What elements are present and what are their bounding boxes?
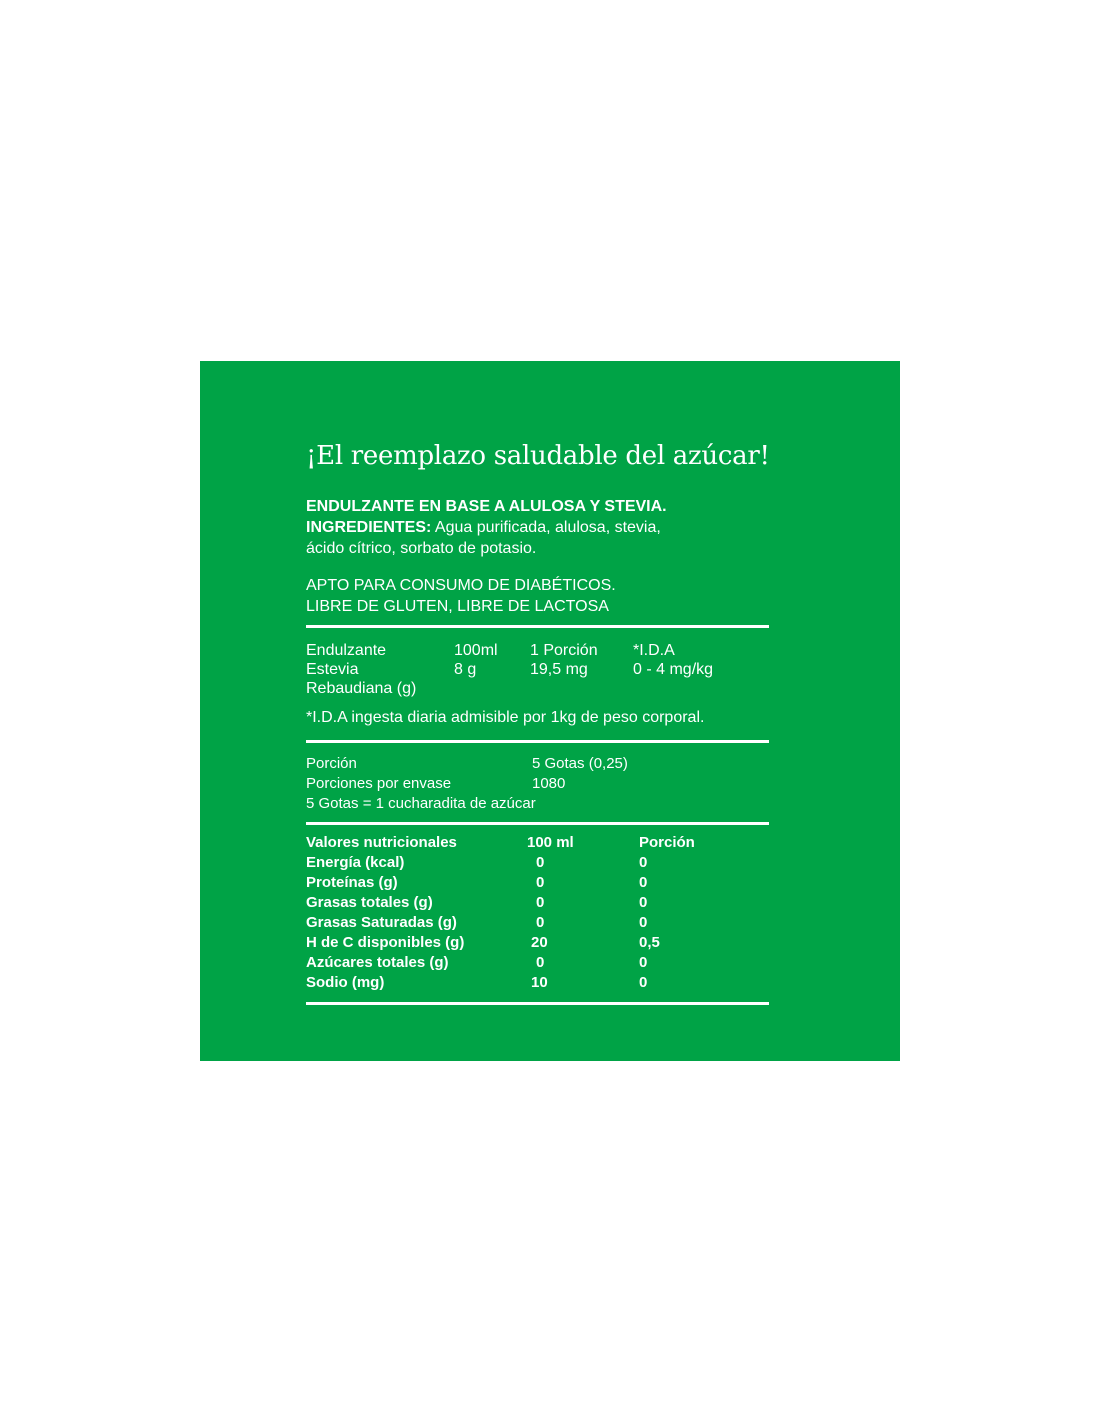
nutrient-label: Grasas Saturadas (g)	[306, 914, 457, 931]
description-block	[306, 496, 667, 559]
nutrient-portion: 0	[639, 874, 648, 891]
nutrient-label: Sodio (mg)	[306, 974, 385, 991]
suitability-line-2: LIBRE DE GLUTEN, LIBRE DE LACTOSA	[306, 598, 609, 615]
nutrition-row	[306, 974, 769, 994]
ida-footnote: *I.D.A ingesta diaria admisible por 1kg de peso corporal.	[306, 709, 705, 726]
ingredients-label: INGREDIENTES:	[306, 519, 432, 536]
divider-3	[306, 822, 769, 825]
sweetener-100ml-value: 8 g	[454, 661, 477, 678]
headline: ¡El reemplazo saludable del azúcar!	[306, 441, 770, 471]
sweetener-header-ida: *I.D.A	[633, 642, 675, 659]
nutrient-label: Azúcares totales (g)	[306, 954, 449, 971]
serving-table	[306, 755, 769, 815]
serving-note: 5 Gotas = 1 cucharadita de azúcar	[306, 795, 536, 812]
nutrition-row	[306, 874, 769, 894]
divider-2	[306, 740, 769, 743]
nutrient-label: Proteínas (g)	[306, 874, 398, 891]
nutrient-portion: 0	[639, 854, 648, 871]
divider-4	[306, 1002, 769, 1005]
ingredients-line-2: ácido cítrico, sorbato de potasio.	[306, 540, 537, 557]
ingredients-text-1: Agua purificada, alulosa, stevia,	[431, 519, 661, 536]
nutrition-table	[306, 834, 769, 994]
alulosa-text: ALULOSA	[508, 498, 586, 515]
nutrient-portion: 0	[639, 914, 648, 931]
serving-label: Porción	[306, 755, 357, 772]
suitability-block	[306, 575, 616, 617]
sweetener-table	[306, 642, 769, 699]
serving-note-row	[306, 795, 769, 815]
sweetener-row-1	[306, 661, 769, 680]
nutrient-100ml: 0	[536, 854, 545, 871]
nutrient-100ml: 10	[531, 974, 548, 991]
description-joiner: Y	[585, 498, 605, 515]
sweetener-row-2	[306, 680, 769, 699]
serving-value: 5 Gotas (0,25)	[532, 755, 628, 772]
suitability-line-1: APTO PARA CONSUMO DE DIABÉTICOS.	[306, 577, 616, 594]
nutrition-header-label: Valores nutricionales	[306, 834, 457, 851]
nutrition-row	[306, 954, 769, 974]
nutrient-portion: 0,5	[639, 934, 660, 951]
sweetener-header-portion: 1 Porción	[530, 642, 598, 659]
serving-row-portion	[306, 755, 769, 775]
nutrient-100ml: 0	[536, 874, 545, 891]
sweetener-name: Estevia	[306, 661, 359, 678]
description-prefix: ENDULZANTE EN BASE A	[306, 498, 509, 515]
nutrient-portion: 0	[639, 954, 648, 971]
nutrition-row	[306, 934, 769, 954]
nutrition-row	[306, 894, 769, 914]
sweetener-header-label: Endulzante	[306, 642, 387, 659]
nutrition-header-portion: Porción	[639, 834, 695, 851]
nutrition-header-row	[306, 834, 769, 854]
sweetener-ida-value: 0 - 4 mg/kg	[633, 661, 714, 678]
nutrient-label: Energía (kcal)	[306, 854, 405, 871]
label-panel	[200, 361, 900, 1061]
divider-1	[306, 625, 769, 628]
nutrient-label: Grasas totales (g)	[306, 894, 433, 911]
sweetener-header-100ml: 100ml	[454, 642, 498, 659]
nutrition-header-100ml: 100 ml	[527, 834, 574, 851]
nutrition-row	[306, 914, 769, 934]
serving-row-per-container	[306, 775, 769, 795]
nutrient-100ml: 0	[536, 894, 545, 911]
nutrient-100ml: 0	[536, 954, 545, 971]
description-line-1	[306, 496, 667, 517]
stevia-text: STEVIA.	[604, 498, 667, 515]
nutrient-portion: 0	[639, 894, 648, 911]
sweetener-portion-value: 19,5 mg	[530, 661, 588, 678]
sweetener-name-cont: Rebaudiana (g)	[306, 680, 417, 697]
servings-per-container-label: Porciones por envase	[306, 775, 452, 792]
nutrition-row	[306, 854, 769, 874]
nutrient-portion: 0	[639, 974, 648, 991]
sweetener-header-row	[306, 642, 769, 661]
nutrient-label: H de C disponibles (g)	[306, 934, 465, 951]
nutrient-100ml: 20	[531, 934, 548, 951]
servings-per-container-value: 1080	[532, 775, 566, 792]
nutrient-100ml: 0	[536, 914, 545, 931]
ingredients-line-1	[306, 517, 667, 538]
